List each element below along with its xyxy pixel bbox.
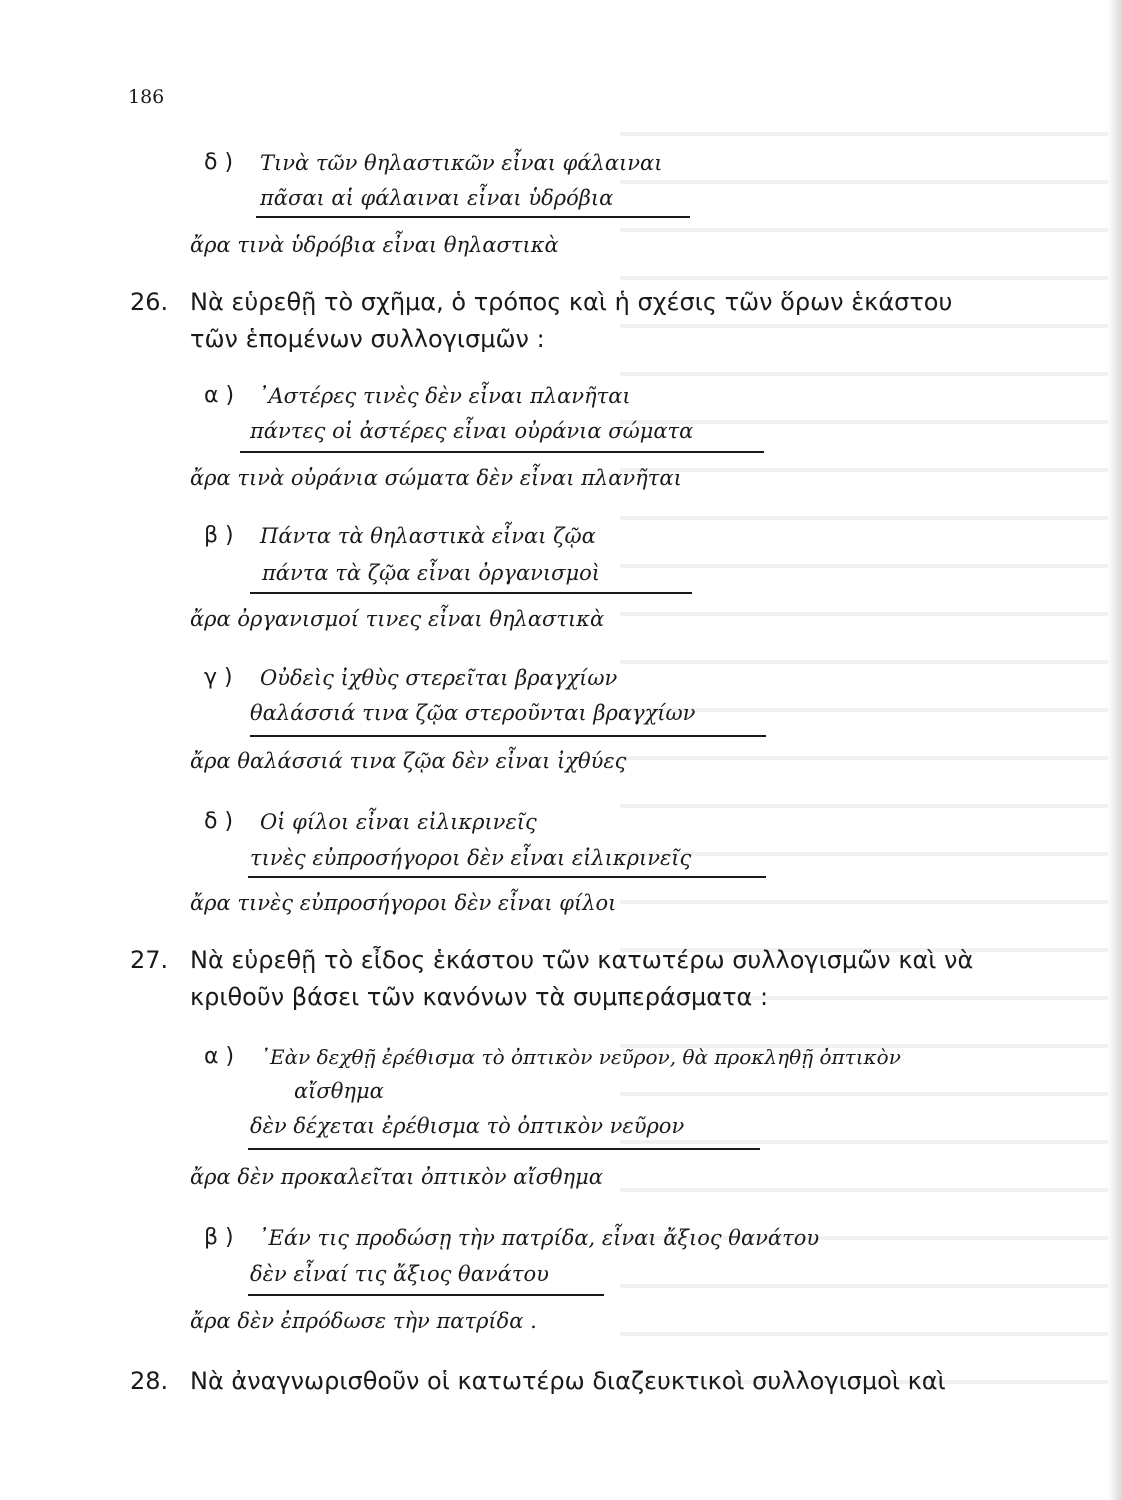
ex27a-label: α ) (204, 1044, 235, 1069)
ex27-instruction-line-2: κριθοῦν βάσει τῶν κανόνων τὰ συμπεράσματα : (190, 983, 769, 1011)
ex26-number: 26. (130, 288, 169, 316)
ex26d-premise-1: Οἱ φίλοι εἶναι εἰλικρινεῖς (260, 810, 537, 834)
ex26-instruction-line-1: Νὰ εὑρεθῇ τὸ σχῆμα, ὁ τρόπος καὶ ἡ σχέσις τῶν ὅρων ἑκάστου (190, 288, 953, 316)
ex26b-conclusion: ἄρα ὀργανισμοί τινες εἶναι θηλαστικὰ (190, 607, 605, 631)
ex25d-premise-2: πᾶσαι αἱ φάλαιναι εἶναι ὑδρόβια (260, 186, 614, 210)
ex28-instruction-line-1: Νὰ ἀναγνωρισθοῦν οἱ κατωτέρω διαζευκτικοὶ συλλογισμοὶ καὶ (190, 1367, 946, 1395)
page-number: 186 (128, 86, 165, 108)
ex28-number: 28. (130, 1367, 169, 1395)
ex27a-premise-1: ᾿Εὰν δεχθῇ ἐρέθισμα τὸ ὀπτικὸν νεῦρον, θὰ προκληθῇ ὀπτικὸν (260, 1045, 901, 1069)
ex27a-divider (248, 1148, 760, 1150)
ex26d-premise-2: τινὲς εὐπροσήγοροι δὲν εἶναι εἰλικρινεῖς (250, 846, 692, 870)
ex26d-conclusion: ἄρα τινὲς εὐπροσήγοροι δὲν εἶναι φίλοι (190, 891, 617, 915)
ex26a-label: α ) (204, 383, 235, 408)
ex26b-divider (250, 592, 692, 594)
ex26c-conclusion: ἄρα θαλάσσιά τινα ζῷα δὲν εἶναι ἰχθύες (190, 749, 627, 773)
ex26d-label: δ ) (204, 809, 234, 834)
ex27-instruction-line-1: Νὰ εὑρεθῇ τὸ εἶδος ἑκάστου τῶν κατωτέρω συλλογισμῶν καὶ νὰ (190, 946, 974, 974)
ex26d-divider (248, 876, 766, 878)
ex26c-premise-1: Οὐδεὶς ἰχθὺς στερεῖται βραγχίων (260, 666, 618, 690)
ex27b-divider (248, 1294, 604, 1296)
ex27a-premise-2: δὲν δέχεται ἐρέθισμα τὸ ὀπτικὸν νεῦρον (250, 1114, 685, 1138)
ex26a-conclusion: ἄρα τινὰ οὐράνια σώματα δὲν εἶναι πλανῆται (190, 466, 682, 490)
page-edge-shadow (1108, 0, 1122, 1500)
ex26a-premise-1: ᾿Αστέρες τινὲς δὲν εἶναι πλανῆται (258, 384, 631, 408)
ex27b-conclusion: ἄρα δὲν ἐπρόδωσε τὴν πατρίδα . (190, 1309, 537, 1333)
ex25d-premise-1: Τινὰ τῶν θηλαστικῶν εἶναι φάλαιναι (260, 151, 663, 175)
ex26b-premise-1: Πάντα τὰ θηλαστικὰ εἶναι ζῷα (260, 524, 596, 548)
ex26a-divider (240, 451, 764, 453)
ex27b-premise-2: δὲν εἶναί τις ἄξιος θανάτου (250, 1262, 549, 1286)
ex25d-label: δ ) (204, 150, 234, 175)
ex26c-premise-2: θαλάσσιά τινα ζῷα στεροῦνται βραγχίων (250, 701, 696, 725)
ex27b-premise-1: ᾿Εάν τις προδώσῃ τὴν πατρίδα, εἶναι ἄξιος θανάτου (258, 1226, 820, 1250)
ex25d-conclusion: ἄρα τινὰ ὑδρόβια εἶναι θηλαστικὰ (190, 233, 559, 257)
ex27a-conclusion: ἄρα δὲν προκαλεῖται ὀπτικὸν αἴσθημα (190, 1165, 603, 1189)
ex27-number: 27. (130, 946, 169, 974)
ex26c-label: γ ) (204, 665, 233, 690)
ex25d-divider (256, 216, 690, 218)
ex26b-premise-2: πάντα τὰ ζῷα εἶναι ὀργανισμοὶ (262, 561, 600, 585)
ex26b-label: β ) (204, 523, 234, 548)
ex27b-label: β ) (204, 1225, 234, 1250)
ex26a-premise-2: πάντες οἱ ἀστέρες εἶναι οὐράνια σώματα (250, 419, 694, 443)
ex27a-premise-1-continued: αἴσθημα (294, 1079, 384, 1103)
ex26c-divider (250, 735, 766, 737)
ex26-instruction-line-2: τῶν ἑπομένων συλλογισμῶν : (190, 325, 545, 353)
